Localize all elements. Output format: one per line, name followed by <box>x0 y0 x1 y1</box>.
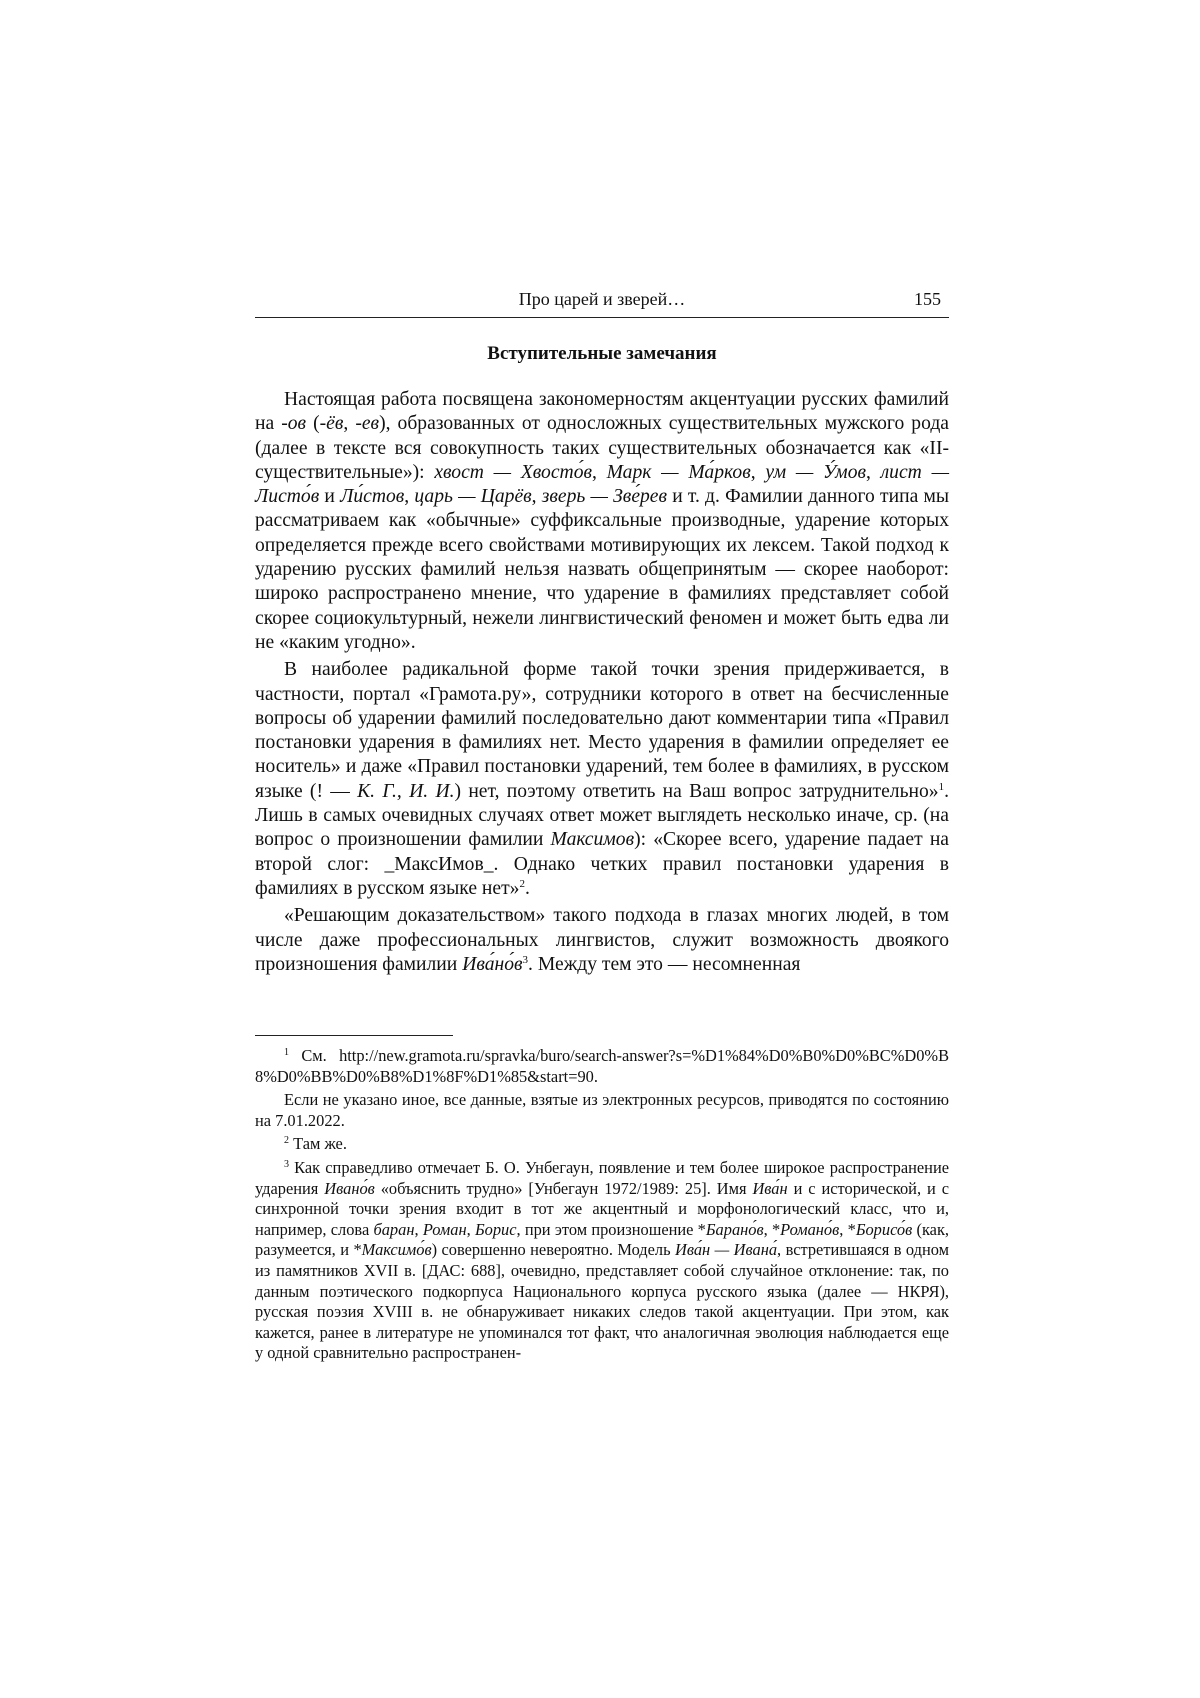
text-run: , * <box>839 1219 856 1239</box>
footnote-ref: 1 <box>284 1047 289 1058</box>
paragraph <box>255 388 949 655</box>
footnote-separator <box>255 1035 453 1036</box>
footnote-2 <box>255 1134 949 1155</box>
italic-run: -ов <box>281 413 307 435</box>
text-run: См. <box>289 1046 340 1065</box>
italic-run: баран <box>373 1219 415 1239</box>
italic-run: Максимов <box>550 829 635 851</box>
text-run: , * <box>763 1219 781 1239</box>
text-run: ), образованных от односложных существительных мужского рода (далее в тексте вся совокупность таких существительных обозначается как «II-существительные»): <box>255 413 949 483</box>
text-run: , <box>343 413 356 435</box>
italic-run: Ива́н <box>752 1178 788 1198</box>
running-title: Про царей и зверей… <box>518 289 686 309</box>
italic-run: Ива́н — Ивана́ <box>675 1240 778 1260</box>
text-run: ) совершенно невероятно. Модель <box>431 1240 676 1260</box>
footnote-1-continuation <box>255 1090 949 1131</box>
text-run: . Лишь в самых очевидных случаях ответ может выглядеть несколько иначе, ср. (на вопрос о произношении фамилии <box>255 780 949 851</box>
italic-run: Роман <box>422 1219 467 1239</box>
main-text <box>255 388 949 980</box>
italic-run: Барано́в <box>705 1219 764 1239</box>
text-run: , встретившаяся в одном из памятников XVII в. [ДАС: 688], очевидно, представляет собой случайное отклонение: так, по данным поэтического подкорпуса Национального корпуса русского языка (далее — НКРЯ), русская поэзия XVIII в. не обнаруживает никаких следов такой акцентуации. При этом, как кажется, ранее в литературе не упоминался тот факт, что аналогичная эволюция наблюдается еще у одной сравнительно распространен- <box>255 1240 949 1363</box>
text-run: ) нет, поэтому ответить на Ваш вопрос затруднительно» <box>454 780 939 802</box>
text-run: Там же. <box>289 1134 347 1154</box>
text-run: и <box>319 486 341 508</box>
url-text: http://new.gramota.ru/spravka/buro/search-answer?s=%D1%84%D0%B0%D0%BC%D0%B8%D0%BB%D0%B8%D1%8F%D1%85&start=90 <box>255 1046 949 1086</box>
text-run: Настоящая работа посвящена закономерностям акцентуации русских фамилий на <box>255 389 949 435</box>
text-run: . <box>593 1066 598 1086</box>
paragraph <box>255 904 949 977</box>
page-number: 155 <box>914 289 941 309</box>
italic-run: -ев <box>355 413 380 435</box>
italic-run: Ли́стов <box>340 486 405 508</box>
text-run: «Решающим доказательством» такого подхода в глазах многих людей, в том числе даже профессиональных лингвистов, служит возможность двоякого произношения фамилии <box>255 905 949 975</box>
italic-run: К. Г., И. И. <box>357 780 455 802</box>
text-run: и т. д. Фамилии данного типа мы рассматриваем как «обычные» суффиксальные производные, ударение которых определяется прежде всего свойствами мотивирующих их лексем. Такой подход к ударению русских фамилий нельзя назвать общепринятым — скорее наоборот: широко распространено мнение, что ударение в фамилиях представляет собой скорее социокультурный, нежели лингвистический феномен и может быть едва ли не «каким угодно». <box>255 486 950 653</box>
italic-run: -ёв <box>319 413 344 435</box>
running-header <box>255 287 949 318</box>
italic-run: Ивано́в <box>324 1178 375 1198</box>
text-run: и с исторической, и с синхронной точки зрения входит в тот же акцентный и морфонологический класс, что и, например, слова <box>255 1178 949 1239</box>
italic-run: царь — Царёв <box>414 486 532 508</box>
italic-run: Ива́но́в <box>462 953 523 975</box>
footnote-ref: 1 <box>938 780 945 793</box>
footnotes <box>255 1046 949 1367</box>
text-run: , <box>466 1219 475 1239</box>
text-run: , при этом произношение * <box>516 1219 706 1239</box>
italic-run: Романо́в <box>780 1219 840 1239</box>
text-run: Как справедливо отмечает Б. О. Унбегаун, появление и тем более широкое распространение ударения <box>255 1157 949 1198</box>
text-run: , <box>531 486 542 508</box>
italic-run: Борис <box>474 1219 517 1239</box>
italic-run: Максимо́в <box>361 1240 432 1260</box>
italic-run: хвост — Хвосто́в <box>434 461 592 483</box>
footnote-ref: 3 <box>522 953 529 966</box>
footnote-1 <box>255 1046 949 1087</box>
text-run: ): «Скорее всего, ударение падает на второй слог: _МаксИмов_. Однако четких правил постановки ударения в фамилиях в русском языке нет» <box>255 829 949 899</box>
text-run: «объяснить трудно» [Унбегаун 1972/1989: 25]. Имя <box>374 1178 753 1198</box>
text-run: . Между тем это — несомненная <box>528 953 801 975</box>
text-run: Если не указано иное, все данные, взятые из электронных ресурсов, приводятся по состоянию на 7.01.2022. <box>255 1090 949 1130</box>
section-title: Вступительные замечания <box>487 343 717 364</box>
italic-run: зверь — Зве́рев <box>541 486 668 508</box>
italic-run: Борисо́в <box>855 1219 913 1239</box>
footnote-ref: 2 <box>284 1135 289 1147</box>
text-run: , <box>404 486 415 508</box>
italic-run: ум — У́мов <box>765 461 866 483</box>
footnote-3 <box>255 1158 949 1364</box>
text-run: (как, разумеется, и * <box>255 1219 950 1260</box>
text-run: ( <box>306 413 320 435</box>
text-run: , <box>750 461 766 483</box>
text-run: В наиболее радикальной форме такой точки зрения придерживается, в частности, портал «Грамота.ру», сотрудники которого в ответ на бесчисленные вопросы об ударении фамилий последовательно дают комментарии типа «Правил постановки ударения в фамилиях нет. Место ударения в фамилии определяет ее носитель» и даже «Правил постановки ударений, тем более в фамилиях, в русском языке (! — <box>255 659 949 802</box>
italic-run: лист — Листо́в <box>255 461 949 508</box>
footnote-ref: 2 <box>519 877 525 890</box>
italic-run: Марк — Ма́рков <box>606 461 751 483</box>
text-run: , <box>414 1219 423 1239</box>
text-run: , <box>592 461 607 483</box>
footnote-ref: 3 <box>284 1158 289 1170</box>
paragraph <box>255 658 949 901</box>
text-run: , <box>866 461 881 483</box>
text-run: . <box>524 877 530 899</box>
